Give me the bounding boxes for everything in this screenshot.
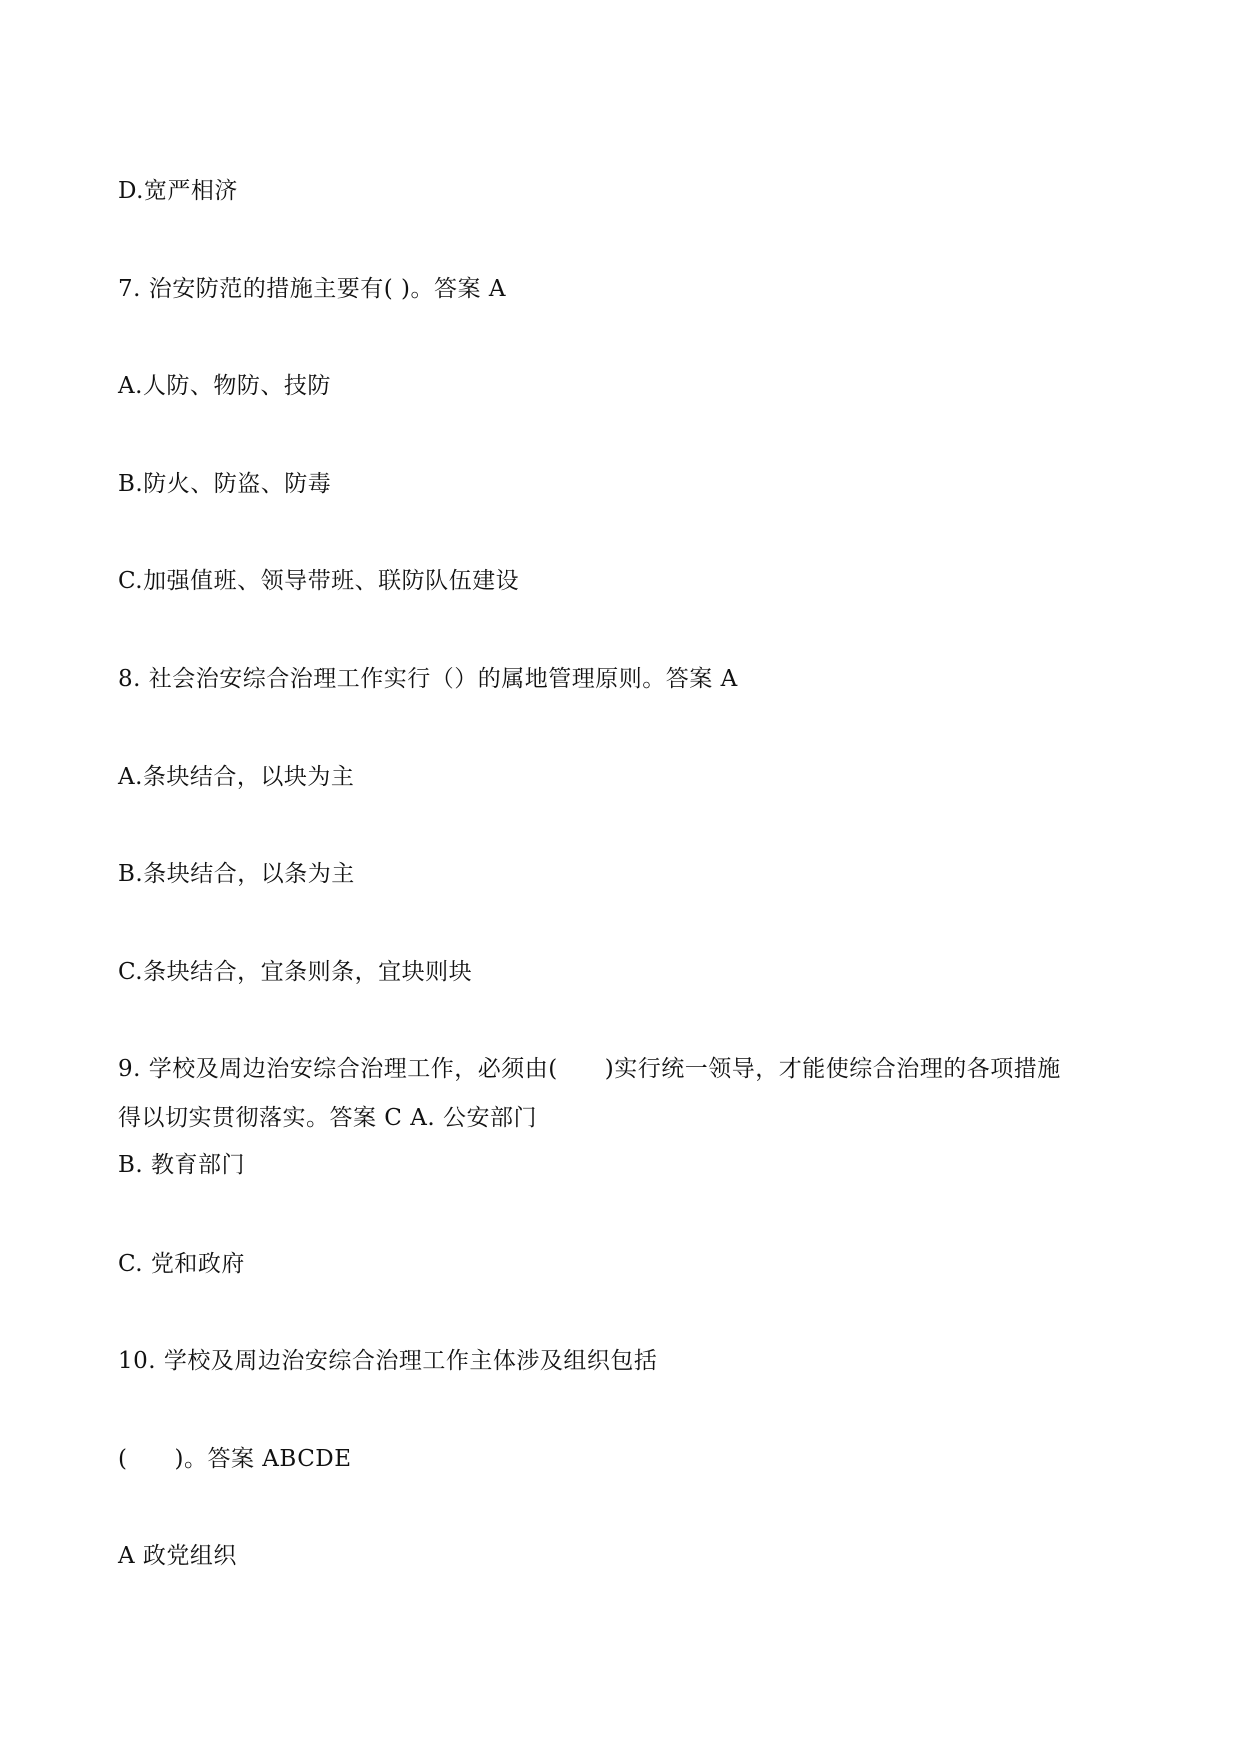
option-c-q7: C.加强值班、领导带班、联防队伍建设 — [118, 568, 520, 594]
question-9-line-1: 9. 学校及周边治安综合治理工作，必须由( )实行统一领导，才能使综合治理的各项措施 — [118, 1056, 1061, 1082]
question-8: 8. 社会治安综合治理工作实行（）的属地管理原则。答案 A — [118, 666, 738, 692]
option-c-q9: C. 党和政府 — [118, 1251, 245, 1277]
question-10-line-2: ( )。答案 ABCDE — [118, 1446, 352, 1472]
option-a-q7: A.人防、物防、技防 — [118, 373, 331, 399]
option-d-q6: D.宽严相济 — [118, 178, 238, 204]
option-a-q8: A.条块结合，以块为主 — [118, 764, 355, 790]
option-b-q8: B.条块结合，以条为主 — [118, 861, 355, 887]
question-10-line-1: 10. 学校及周边治安综合治理工作主体涉及组织包括 — [118, 1348, 658, 1374]
option-b-q9: B. 教育部门 — [118, 1152, 246, 1178]
option-c-q8: C.条块结合，宜条则条，宜块则块 — [118, 959, 473, 985]
question-7: 7. 治安防范的措施主要有( )。答案 A — [118, 276, 506, 302]
question-9-line-2: 得以切实贯彻落实。答案 C A. 公安部门 — [118, 1105, 537, 1131]
option-b-q7: B.防火、防盗、防毒 — [118, 471, 332, 497]
option-a-q10: A 政党组织 — [118, 1543, 237, 1569]
